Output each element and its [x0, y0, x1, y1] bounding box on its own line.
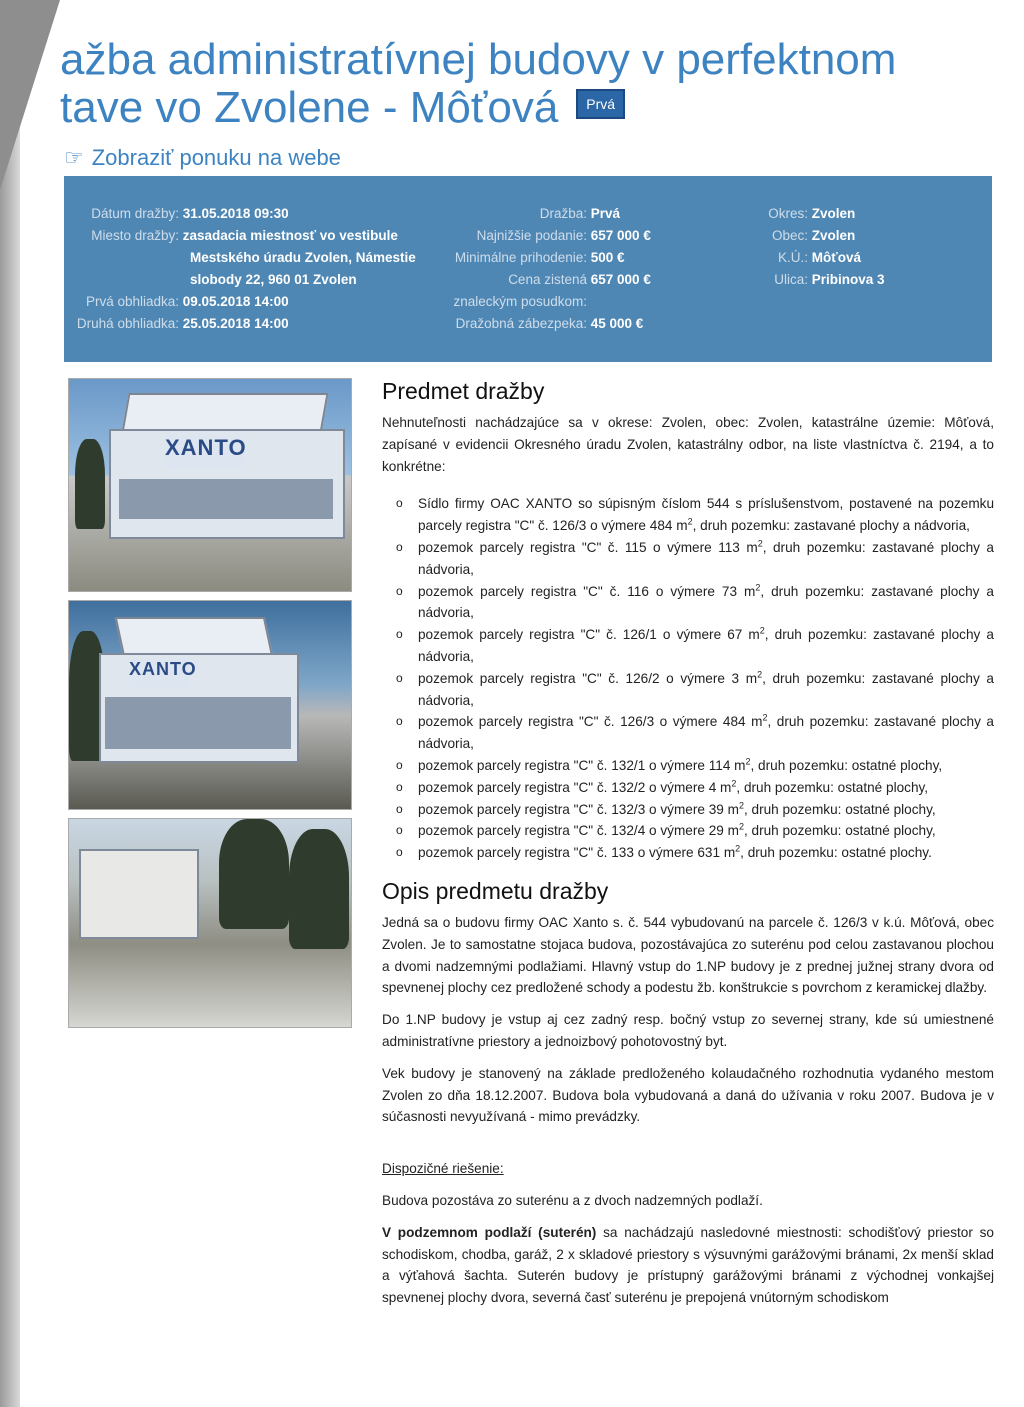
building-sign: XANTO	[165, 435, 245, 469]
info-value: 09.05.2018 14:00	[182, 294, 289, 309]
info-value: 45 000 €	[590, 316, 644, 331]
info-label: Minimálne prihodenie:	[454, 250, 587, 265]
windows	[119, 479, 333, 519]
building-photo-front[interactable]	[68, 378, 352, 592]
parcel-list	[382, 493, 994, 864]
info-label: znaleckým posudkom:	[453, 294, 587, 309]
tree	[219, 819, 289, 929]
info-value: Prvá	[590, 206, 621, 221]
opis-paragraph: Jedná sa o budovu firmy OAC Xanto s. č. 544 vybudovanú na parcele č. 126/3 v k.ú. Môťová, obec Zvolen. Je to samostatne stojaca budova, pozostávajúca zo suterénu pod celou zastavanou plochou a dvomi nadzemnými podlažiami. Hlavný vstup do 1.NP budovy je z prednej južnej strany dvora od spevnenej plochy cez predložené schody a podestu žb. konštrukcie s povrchom z keramickej dlažby.	[382, 914, 994, 996]
opis-heading: Opis predmetu dražby	[382, 877, 609, 904]
info-value: 657 000 €	[590, 228, 651, 243]
building-sign: XANTO	[129, 659, 189, 687]
info-value: zasadacia miestnosť vo vestibule	[182, 228, 398, 243]
building	[79, 849, 199, 939]
info-value: 657 000 €	[590, 272, 651, 287]
info-value: 500 €	[590, 250, 625, 265]
predmet-heading: Predmet dražby	[382, 378, 545, 404]
info-label: Prvá obhliadka:	[85, 294, 179, 309]
list-item: o Sídlo firmy OAC XANTO so súpisným číslom 544 s príslušenstvom, postavené na pozemku parcely registra "C" č. 126/3 o výmere 484 $m^2$, druh pozemku: zastavané plochy a nádvoria,	[382, 493, 994, 537]
auction-info-panel	[64, 176, 992, 362]
title-line-2: tave vo Zvolene - Môťová Prvá	[60, 84, 1010, 132]
round-badge: Prvá	[576, 89, 625, 119]
info-value: slobody 22, 960 01 Zvolen	[190, 272, 357, 287]
tree	[289, 829, 349, 949]
info-value: Zvolen	[811, 206, 856, 221]
info-label: Cena zistená	[508, 272, 587, 287]
list-item: o pozemok parcely registra "C" č. 126/1 o výmere 67 $m^2$, druh pozemku: zastavané plochy a nádvoria,	[382, 624, 994, 668]
dispo-heading: Dispozičné riešenie:	[382, 1161, 504, 1177]
opis-paragraph: Vek budovy je stanovený na základe predloženého kolaudačného rozhodnutia vydaného mestom Zvolen zo dňa 18.12.2007. Budova bola vybudovaná a daná do užívania v roku 2007. Budova je v súčasnosti nevyužívaná - mimo prevádzky.	[382, 1065, 994, 1125]
building-photo-side[interactable]	[68, 600, 352, 810]
info-label: Dátum dražby:	[91, 206, 179, 221]
info-label: Miesto dražby:	[91, 228, 179, 243]
opis-paragraph: Budova pozostáva zo suterénu a z dvoch nadzemných podlaží.	[382, 1192, 763, 1208]
list-item: o pozemok parcely registra "C" č. 126/3 o výmere 484 $m^2$, druh pozemku: zastavané plochy a nádvoria,	[382, 711, 994, 755]
roof	[115, 617, 274, 657]
pointing-hand-icon: ☞	[64, 145, 84, 170]
scan-edge	[0, 0, 20, 1407]
info-label: Dražba:	[539, 206, 587, 221]
opis-paragraph: Do 1.NP budovy je vstup aj cez zadný resp. bočný vstup zo severnej strany, kde sú umiestnené administratívne priestory a jednoizbový pohotovostný byt.	[382, 1012, 994, 1049]
view-offer-link[interactable]	[64, 145, 341, 171]
courtyard-photo[interactable]	[68, 818, 352, 1028]
info-value: Môťová	[811, 250, 861, 265]
list-item: o pozemok parcely registra "C" č. 132/2 o výmere 4 $m^2$, druh pozemku: ostatné plochy,	[382, 777, 994, 799]
info-label: Ulica:	[774, 272, 808, 287]
list-item: o pozemok parcely registra "C" č. 132/3 o výmere 39 $m^2$, druh pozemku: ostatné plochy,	[382, 799, 994, 821]
view-offer-link-label: Zobraziť ponuku na webe	[91, 145, 341, 170]
opis-paragraph: V podzemnom podlaží (suterén) sa nachádzajú nasledovné miestnosti: schodišťový priestor so schodiskom, chodba, garáž, 2 x skladové priestory s výsuvnými garážovými bránami, 2x menší sklad a výťahová šachta. Suterén budovy je prístupný garážovými bránami z východnej vonkajšej spevnenej plochy dvora, severná časť suterénu je prepojená vnútorným schodiskom	[382, 1224, 994, 1306]
main-content	[382, 370, 994, 1319]
info-value: 25.05.2018 14:00	[182, 316, 289, 331]
list-item: o pozemok parcely registra "C" č. 116 o výmere 73 $m^2$, druh pozemku: zastavané plochy a nádvoria,	[382, 581, 994, 625]
photo-gallery	[68, 378, 352, 1036]
list-item: o pozemok parcely registra "C" č. 133 o výmere 631 $m^2$, druh pozemku: ostatné plochy.	[382, 842, 994, 864]
info-value: Zvolen	[811, 228, 856, 243]
page-title	[60, 36, 1010, 132]
info-value: Pribinova 3	[811, 272, 885, 287]
info-label: Okres:	[768, 206, 808, 221]
list-item: o pozemok parcely registra "C" č. 115 o výmere 113 $m^2$, druh pozemku: zastavané plochy a nádvoria,	[382, 537, 994, 581]
info-value: 31.05.2018 09:30	[182, 206, 289, 221]
windows	[105, 697, 291, 749]
list-item: o pozemok parcely registra "C" č. 126/2 o výmere 3 $m^2$, druh pozemku: zastavané plochy a nádvoria,	[382, 668, 994, 712]
list-item: o pozemok parcely registra "C" č. 132/4 o výmere 29 $m^2$, druh pozemku: ostatné plochy,	[382, 820, 994, 842]
tree	[75, 439, 105, 529]
scan-corner	[0, 0, 60, 190]
title-line-1: ažba administratívnej budovy v perfektnom	[60, 35, 897, 84]
info-label: K.Ú.:	[777, 250, 808, 265]
info-value: Mestského úradu Zvolen, Námestie	[190, 250, 416, 265]
predmet-intro: Nehnuteľnosti nachádzajúce sa v okrese: Zvolen, obec: Zvolen, katastrálne územie: Môťová, zapísané v evidencii Okresného úradu Zvolen, katastrálny odbor, na liste vlastníctva č. 2194, a to konkrétne:	[382, 415, 994, 474]
info-label: Najnižšie podanie:	[476, 228, 587, 243]
info-label: Dražobná zábezpeka:	[455, 316, 587, 331]
list-item: o pozemok parcely registra "C" č. 132/1 o výmere 114 $m^2$, druh pozemku: ostatné plochy,	[382, 755, 994, 777]
roof	[121, 393, 328, 433]
info-label: Druhá obhliadka:	[76, 316, 179, 331]
info-label: Obec:	[771, 228, 808, 243]
